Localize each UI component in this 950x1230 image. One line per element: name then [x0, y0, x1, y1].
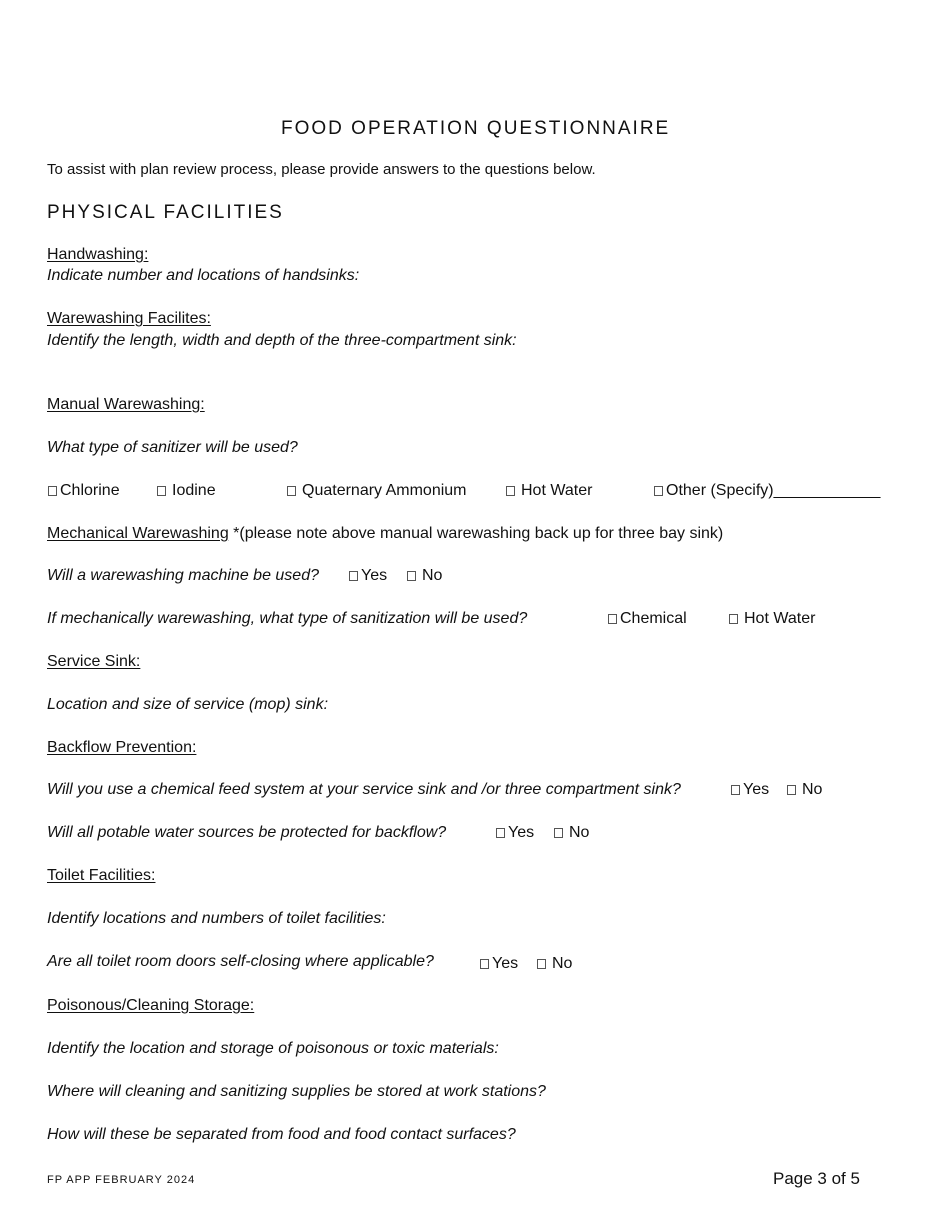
toxic-materials-question: Identify the location and storage of poisonous or toxic materials:: [47, 1040, 499, 1057]
option-label: Yes: [492, 955, 519, 972]
checkbox[interactable]: [729, 614, 738, 624]
option-quaternary-ammonium[interactable]: [287, 483, 467, 499]
checkbox[interactable]: [407, 571, 416, 581]
chemical-option[interactable]: [608, 611, 687, 627]
footer-form-id: FP APP FEBRUARY 2024: [47, 1174, 196, 1186]
service-sink-header: Service Sink:: [47, 653, 141, 670]
warewashing-machine-question: Will a warewashing machine be used?: [47, 567, 319, 584]
handwashing-question: Indicate number and locations of handsinks:: [47, 267, 360, 284]
checkbox[interactable]: [654, 486, 663, 496]
checkbox[interactable]: [554, 828, 563, 838]
machine-yes-option[interactable]: [349, 568, 387, 584]
warewashing-question: Identify the length, width and depth of the three-compartment sink:: [47, 332, 517, 349]
checkbox[interactable]: [506, 486, 515, 496]
mechanical-header-line: [47, 526, 723, 542]
handwashing-header: Handwashing:: [47, 246, 149, 263]
checkbox[interactable]: [48, 486, 57, 496]
option-label: Yes: [361, 567, 388, 584]
hot-water-option[interactable]: [729, 611, 815, 627]
self-closing-no-option[interactable]: [537, 956, 572, 972]
backflow-no-option[interactable]: [554, 825, 589, 841]
warewashing-header: Warewashing Facilites:: [47, 310, 211, 327]
option-other[interactable]: [654, 483, 880, 499]
option-hot-water[interactable]: [506, 483, 592, 499]
mechanical-note: *(please note above manual warewashing back up for three bay sink): [228, 525, 724, 542]
self-closing-doors-question: Are all toilet room doors self-closing where applicable?: [47, 953, 434, 970]
option-label: Other (Specify)____________: [666, 482, 881, 499]
sanitization-type-question: If mechanically warewashing, what type of sanitization will be used?: [47, 610, 528, 627]
chemical-feed-question: Will you use a chemical feed system at your service sink and /or three compartment sink?: [47, 781, 681, 798]
intro-text: To assist with plan review process, please provide answers to the questions below.: [47, 161, 596, 178]
option-label: Chlorine: [60, 482, 120, 499]
option-chlorine[interactable]: [48, 483, 120, 499]
option-label: No: [552, 955, 573, 972]
option-label: Yes: [508, 824, 535, 841]
checkbox[interactable]: [787, 785, 796, 795]
cleaning-supplies-question: Where will cleaning and sanitizing supplies be stored at work stations?: [47, 1083, 546, 1100]
toilet-locations-question: Identify locations and numbers of toilet facilities:: [47, 910, 386, 927]
checkbox[interactable]: [731, 785, 740, 795]
checkbox[interactable]: [608, 614, 617, 624]
separation-question: How will these be separated from food and food contact surfaces?: [47, 1126, 516, 1143]
checkbox[interactable]: [537, 959, 546, 969]
poisonous-storage-header: Poisonous/Cleaning Storage:: [47, 997, 255, 1014]
checkbox[interactable]: [287, 486, 296, 496]
mechanical-warewashing-header: Mechanical Warewashing: [47, 525, 229, 542]
option-label: Hot Water: [521, 482, 593, 499]
checkbox[interactable]: [157, 486, 166, 496]
option-label: No: [569, 824, 590, 841]
backflow-protection-question: Will all potable water sources be protected for backflow?: [47, 824, 447, 841]
checkbox[interactable]: [480, 959, 489, 969]
option-label: No: [802, 781, 823, 798]
checkbox[interactable]: [496, 828, 505, 838]
option-label: Yes: [743, 781, 770, 798]
option-label: No: [422, 567, 443, 584]
option-label: Chemical: [620, 610, 687, 627]
chemical-feed-yes-option[interactable]: [731, 782, 769, 798]
page-number: Page 3 of 5: [773, 1169, 860, 1188]
toilet-facilities-header: Toilet Facilities:: [47, 867, 156, 884]
sanitizer-question: What type of sanitizer will be used?: [47, 439, 298, 456]
manual-warewashing-header: Manual Warewashing:: [47, 396, 205, 413]
backflow-header: Backflow Prevention:: [47, 739, 197, 756]
backflow-yes-option[interactable]: [496, 825, 534, 841]
machine-no-option[interactable]: [407, 568, 442, 584]
checkbox[interactable]: [349, 571, 358, 581]
page-title: FOOD OPERATION QUESTIONNAIRE: [281, 118, 671, 139]
self-closing-yes-option[interactable]: [480, 956, 518, 972]
chemical-feed-no-option[interactable]: [787, 782, 822, 798]
option-label: Hot Water: [744, 610, 816, 627]
option-iodine[interactable]: [157, 483, 216, 499]
option-label: Iodine: [172, 482, 216, 499]
service-sink-question: Location and size of service (mop) sink:: [47, 696, 329, 713]
option-label: Quaternary Ammonium: [302, 482, 467, 499]
section-heading: PHYSICAL FACILITIES: [47, 202, 284, 223]
